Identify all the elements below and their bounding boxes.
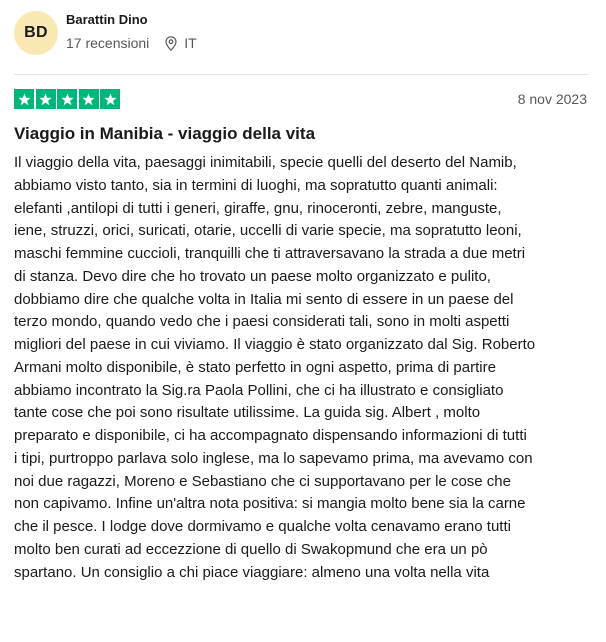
review-body-line: non capivamo. Infine un'altra nota positiva: si mangia molto bene sia la carne xyxy=(14,495,526,513)
divider xyxy=(14,74,588,75)
review-body-line: iene, struzzi, orici, suricati, otarie, uccelli di varie specie, ma sopratutto leoni, xyxy=(14,222,522,240)
review-body-line: abbiamo incontrato la Sig.ra Paola Pollini, che ci ha illustrato e consigliato xyxy=(14,381,504,399)
review-body-line: molto ben curati ad eccezzione di quello di Swakopmund che era un pò xyxy=(14,540,488,558)
review-count: 17 recensioni xyxy=(66,35,150,51)
review-body xyxy=(14,152,594,590)
reviewer-name[interactable]: Barattin Dino xyxy=(66,12,148,27)
review-body-line: maschi femmine cuccioli, tranquilli che ti attraversavano la strada a due metri xyxy=(14,245,526,262)
review-body-line: noi due ragazzi, Moreno e Sebastiano che ci supportavano per le cose che xyxy=(14,472,511,490)
review-body-line: migliori del paese in cui viviamo. Il viaggio è stato organizzato dal Sig. Roberto xyxy=(14,336,536,353)
review-body-line: Il viaggio della vita, paesaggi inimitabili, specie quelli del deserto del Namib, xyxy=(14,154,517,171)
review-date: 8 nov 2023 xyxy=(517,91,587,107)
review-title[interactable]: Viaggio in Manibia - viaggio della vita xyxy=(14,124,316,143)
review-body-line: dobbiamo dire che qualche volta in Italia mi sento di essere in un paese del xyxy=(14,290,514,308)
star-icon xyxy=(100,89,120,109)
review-body-line: elefanti ,antilopi di tutti i generi, giraffe, gnu, rinoceronti, zebre, manguste, xyxy=(14,199,502,217)
review-body-line: Armani molto disponibile, è stato perfetto in ogni aspetto, prima di partire xyxy=(14,358,496,376)
star-icon xyxy=(79,89,99,109)
location-pin-icon xyxy=(165,36,177,51)
review-body-line: abbiamo visto tanto, sia in termini di luoghi, ma sopratutto quanti animali: xyxy=(14,176,498,194)
star-icon xyxy=(57,89,77,109)
reviewer-country: IT xyxy=(184,35,197,51)
star-icon xyxy=(36,89,56,109)
review-body-line: che il pesce. I lodge dove dormivamo e qualche volta cenavamo erano tutti xyxy=(14,518,511,535)
avatar[interactable] xyxy=(14,11,58,55)
star-rating xyxy=(14,89,122,109)
review-body-line: i tipi, purtroppo parlava solo inglese, ma lo sapevamo prima, ma avevamo con xyxy=(14,449,533,467)
review-body-line: tante cose che poi sono risultate utilissime. La guida sig. Albert , molto xyxy=(14,404,481,422)
review-body-line: spartano. Un consiglio a chi piace viaggiare: almeno una volta nella vita xyxy=(14,563,490,581)
reviewer-meta xyxy=(66,35,197,51)
star-icon xyxy=(14,89,34,109)
review-body-line: preparato e disponibile, ci ha accompagnato dispensando informazioni di tutti xyxy=(14,427,527,444)
review-body-line: di stanza. Devo dire che ho trovato un paese molto organizzato e pulito, xyxy=(14,267,491,285)
avatar-initials: BD xyxy=(24,24,48,41)
review-body-line: terzo mondo, quando vedo che i paesi considerati tali, sono in molti aspetti xyxy=(14,313,510,331)
